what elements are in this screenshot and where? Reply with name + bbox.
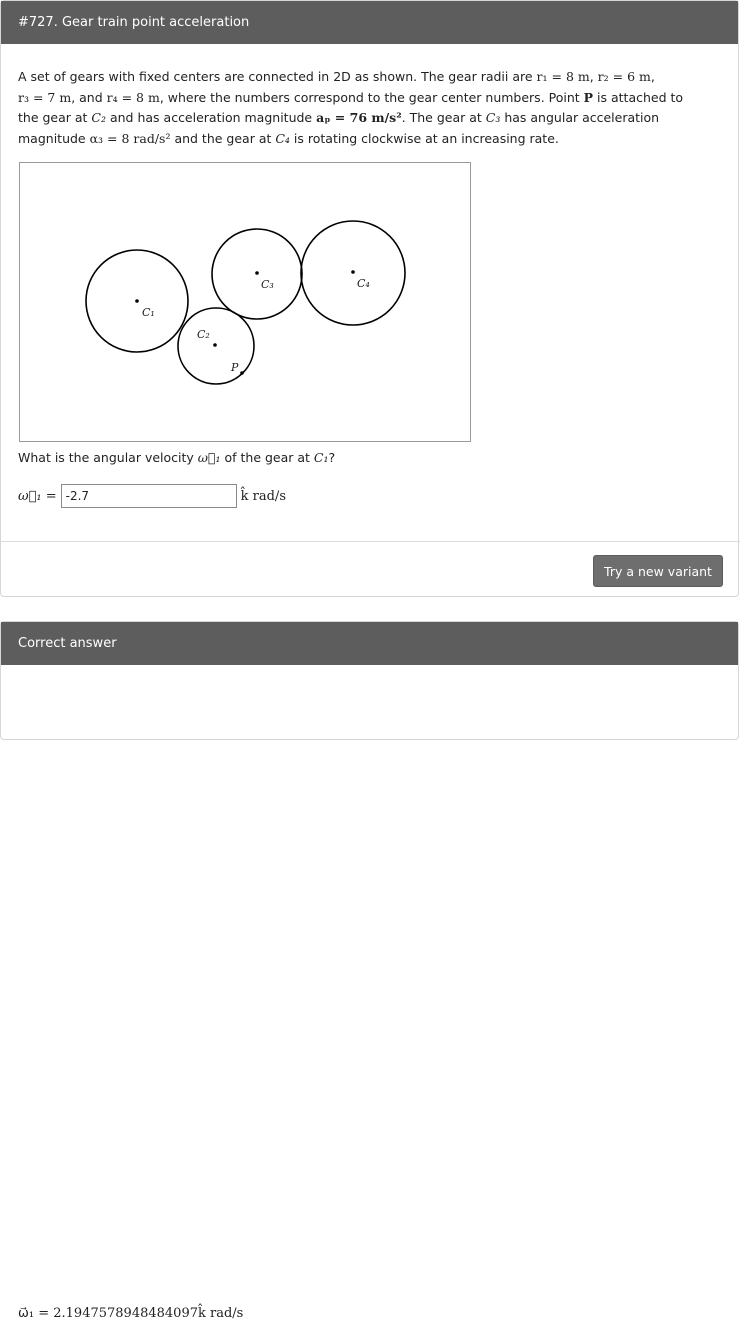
divider: [1, 541, 740, 542]
point-p-symbol: P: [583, 89, 594, 105]
center-dot-c3: [255, 271, 259, 275]
answer-input[interactable]: [61, 484, 237, 508]
r4-value: r₄ = 8 m: [106, 89, 160, 105]
label-c3: C₃: [261, 278, 274, 291]
r1-value: r₁ = 8 m: [536, 69, 590, 84]
problem-statement: [18, 67, 723, 149]
label-c1: C₁: [142, 306, 155, 319]
center-dot-c4: [351, 270, 355, 274]
c3-symbol: C₃: [485, 110, 501, 125]
gear-diagram: [19, 162, 471, 442]
answer-unit: k̂ rad/s: [240, 488, 286, 504]
correct-answer-card: [0, 621, 739, 1321]
r3-value: r₃ = 7 m: [18, 89, 72, 105]
try-new-variant-button[interactable]: Try a new variant: [593, 555, 723, 587]
point-p-dot: [240, 371, 244, 375]
correct-answer-title: Correct answer: [1, 622, 738, 665]
question-prompt: What is the angular velocity ω⃗₁ of the gear at C₁?: [18, 450, 336, 465]
r2-value: r₂ = 6 m: [597, 69, 651, 84]
statement-line-1: A set of gears with fixed centers are connected in 2D as shown. The gear radii are r₁ = 8 m, r₂ = 6 m,: [18, 69, 655, 84]
label-p: P: [231, 361, 239, 374]
gear-diagram-svg: [20, 163, 470, 441]
center-dot-c2: [213, 343, 217, 347]
ap-value: aₚ = 76 m/s²: [316, 110, 402, 125]
center-dot-c1: [135, 299, 139, 303]
omega1-symbol: ω⃗₁: [197, 450, 221, 465]
correct-answer-value: ω⃗₁ = 2.1947578948484097k̂ rad/s: [18, 1306, 244, 1321]
question-card: [0, 0, 739, 597]
c4-symbol: C₄: [275, 130, 290, 146]
question-title: #727. Gear train point acceleration: [1, 1, 738, 44]
alpha3-value: α₃ = 8 rad/s²: [89, 130, 171, 146]
answer-label: ω⃗₁ =: [18, 488, 57, 504]
label-c2: C₂: [197, 328, 210, 341]
c2-symbol: C₂: [91, 110, 106, 125]
label-c4: C₄: [357, 277, 370, 290]
statement-line-3: the gear at C₂ and has acceleration magnitude aₚ = 76 m/s². The gear at C₃ has angular acceleration: [18, 110, 660, 125]
answer-row: [18, 483, 286, 509]
statement-line-2: r₃ = 7 m, and r₄ = 8 m, where the numbers correspond to the gear center numbers. Point P is attached to: [18, 89, 684, 105]
statement-line-4: magnitude α₃ = 8 rad/s² and the gear at C₄ is rotating clockwise at an increasing rate.: [18, 130, 559, 146]
c1-symbol: C₁: [313, 450, 329, 465]
